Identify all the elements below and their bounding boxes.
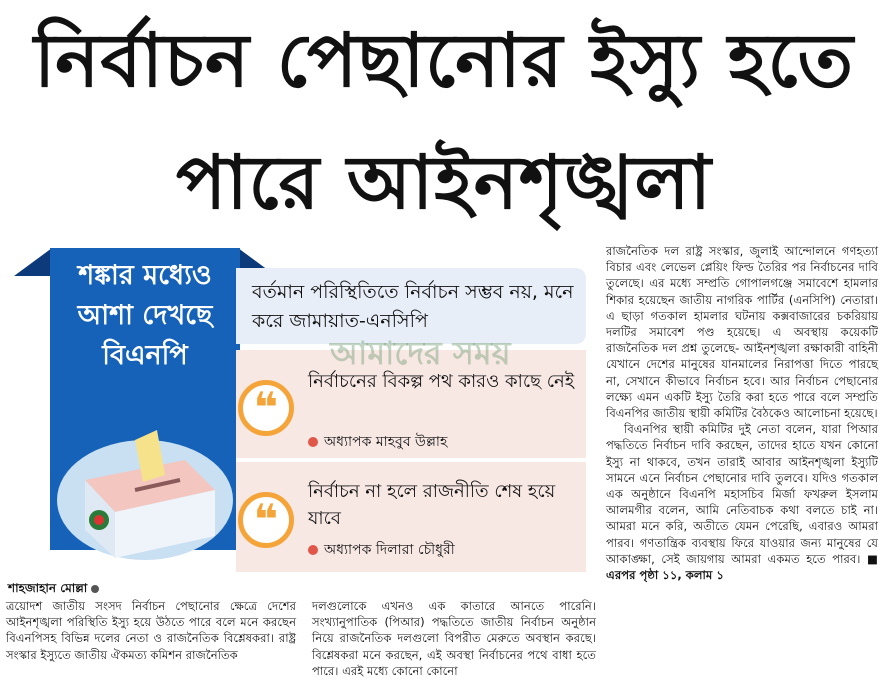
ballot-box-icon [55,420,235,560]
quote-author-name: অধ্যাপক দিলারা চৌধুরী [324,542,455,558]
headline-line-2: পারে আইনশৃঙ্খলা [176,140,712,226]
article-paragraph: রাজনৈতিক দল রাষ্ট্র সংস্কার, জুলাই আন্দোলনে গণহত্যা বিচার এবং লেভেল প্লেয়িং ফিল্ড তৈরির পর নির্বাচনের দাবি তুলেছে। এর মধ্যে সম্প্রতি গোপালগঞ্জে সমাবেশে হামলার শিকার হয়েছেন জাতীয় নাগরিক পার্টির (এনসিপি) নেতারা। এ ছাড়া গতকাল হামলার ঘটনায় কক্সবাজারের চকরিয়ায় দলটির সমাবেশ পণ্ড হয়েছে। এ অবস্থায় কয়েকটি রাজনৈতিক দল প্রশ্ন তুলেছে- আইনশৃঙ্খলা রক্ষাকারী বাহিনী যেখানে দেশের মানুষের যানমালের নিরাপত্তা দিতে পারছে না, সেখানে কীভাবে নির্বাচন হবে। আর নির্বাচন পেছানোর লক্ষ্যে এমন একটি ইস্যু তৈরি করা হতে পারে বলে সম্প্রতি বিএনপির জাতীয় স্থায়ী কমিটির বৈঠকেও আলোচনা হয়েছে। [606,244,878,421]
quote-text: নির্বাচন না হলে রাজনীতি শেষ হয়ে যাবে [308,481,556,529]
ribbon-fold-left [14,248,52,276]
quote-mark-icon: ❝ [238,380,294,436]
continue-text: এরপর পৃষ্ঠা ১১, কলাম ১ [606,568,724,583]
headline-line-1: নির্বাচন পেছানোর ইস্যু হতে [34,18,854,104]
quote-mark-icon: ❝ [238,492,294,548]
bullet-icon [308,545,318,555]
article-paragraph-text: বিএনপির স্থায়ী কমিটির দুই নেতা বলেন, যারা পিআর পদ্ধতিতে নির্বাচন দাবি করছেন, তাদের হাতে যখন কোনো ইস্যু না থাকবে, তখন তারাই আবার আইনশৃঙ্খলা ইস্যুটি সামনে এনে নির্বাচন পেছানোর দাবি তুলবে। যদিও গতকাল এক অনুষ্ঠানে বিএনপি মহাসচিব মির্জা ফখরুল ইসলাম আলমগীর বলেন, আমি নেতিবাচক কথা বলতে চাই না। আমরা মনে করি, অতীতে যেমন পেরেছি, এবারও আমরা পারব। গণতান্ত্রিক ব্যবস্থায় ফিরে যাওয়ার জন্য মানুষের যে আকাঙ্ক্ষা, সেই জায়গায় আমরা একমত হতে পারব। [606,422,878,566]
main-quote: বর্তমান পরিস্থিতিতে নির্বাচন সম্ভব নয়, মনে করে জামায়াত-এনসিপি [252,281,574,332]
bullet-icon [308,437,318,447]
quote-text: নির্বাচনের বিকল্প পথ কারও কাছে নেই [308,371,575,392]
quote-author-name: অধ্যাপক মাহবুব উল্লাহ [324,434,448,450]
ribbon-text: শঙ্কার মধ্যেও আশা দেখছে বিএনপি [77,260,213,371]
quote-author [308,538,455,562]
byline [8,580,99,600]
quote-author [308,430,447,454]
panel-divider [236,458,586,462]
article-paragraph [606,421,878,583]
article-column-right [606,243,878,583]
continue-link[interactable]: ■ এরপর পৃষ্ঠা ১১, কলাম ১ [606,551,879,583]
watermark: আমাদের সময় [330,334,511,372]
article-column-left: ত্রয়োদশ জাতীয় সংসদ নির্বাচন পেছানোর ক্ষেত্রে দেশের আইনশৃঙ্খলা পরিস্থিতি ইস্যু হয়ে উঠতে পারে বলে মনে করছেন বিএনপিসহ বিভিন্ন দলের নেতা ও রাজনৈতিক বিশ্লেষকরা। রাষ্ট্র সংস্কার ইস্যুতে জাতীয় ঐকমত্য কমিশন রাজনৈতিক [6,599,296,662]
article-column-middle: দলগুলোকে এখনও এক কাতারে আনতে পারেনি। সংখ্যানুপাতিক (পিআর) পদ্ধতিতে জাতীয় নির্বাচন অনুষ্ঠান নিয়ে রাজনৈতিক দলগুলো বিপরীত মেরুতে অবস্থান করছে। বিশ্লেষকরা মনে করছেন, এই অবস্থা নির্বাচনের পথে বাধা হতে পারে। এরই মধ্যে কোনো কোনো [312,599,596,678]
byline-name: শাহজাহান মোল্লা [8,581,88,595]
bullet-icon [91,585,99,593]
